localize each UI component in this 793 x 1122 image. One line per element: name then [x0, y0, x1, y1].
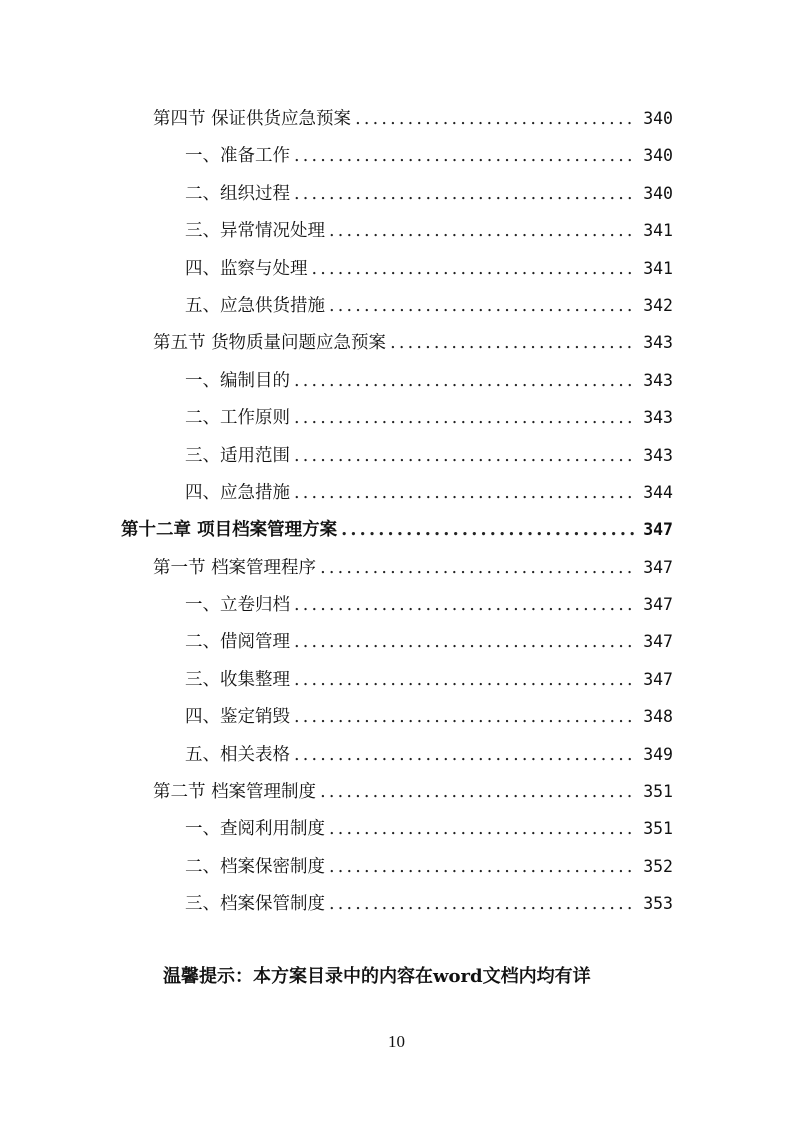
toc-entry-page: 343	[643, 333, 673, 353]
toc-entry-page: 347	[643, 632, 673, 652]
toc-entry-title: 一、准备工作	[185, 146, 290, 167]
toc-entry-line	[185, 137, 673, 175]
toc-entry-section[interactable]	[0, 324, 793, 361]
toc-entry-section[interactable]	[0, 100, 793, 137]
toc-entry-page: 351	[643, 782, 673, 802]
table-of-contents	[0, 100, 793, 923]
toc-entry-line	[185, 437, 673, 475]
toc-entry-item[interactable]	[0, 137, 793, 174]
toc-entry-item[interactable]	[0, 399, 793, 436]
toc-entry-section[interactable]	[0, 549, 793, 586]
toc-entry-item[interactable]	[0, 362, 793, 399]
toc-entry-page: 349	[643, 744, 673, 764]
toc-entry-page: 347	[643, 669, 673, 689]
toc-entry-line	[153, 100, 673, 138]
toc-entry-title: 五、相关表格	[185, 744, 290, 765]
toc-leader-dots	[294, 475, 635, 512]
toc-entry-line	[185, 661, 673, 699]
toc-entry-page: 343	[643, 408, 673, 428]
toc-entry-line	[153, 549, 673, 587]
toc-entry-item[interactable]	[0, 661, 793, 698]
toc-entry-item[interactable]	[0, 848, 793, 885]
toc-entry-item[interactable]	[0, 212, 793, 249]
toc-entry-page: 347	[643, 520, 673, 540]
toc-entry-line	[153, 324, 673, 362]
toc-entry-title: 二、借阅管理	[185, 632, 290, 653]
toc-entry-item[interactable]	[0, 287, 793, 324]
toc-leader-dots	[294, 587, 635, 624]
toc-entry-title: 五、应急供货措施	[185, 295, 325, 316]
toc-entry-line	[185, 736, 673, 774]
toc-entry-title: 四、监察与处理	[185, 258, 308, 279]
toc-entry-line	[185, 885, 673, 923]
toc-leader-dots	[294, 699, 635, 736]
toc-entry-line	[185, 287, 673, 325]
toc-entry-title: 四、应急措施	[185, 482, 290, 503]
toc-entry-item[interactable]	[0, 623, 793, 660]
toc-entry-title: 第五节 货物质量问题应急预案	[153, 333, 387, 354]
toc-entry-line	[185, 474, 673, 512]
toc-entry-title: 第四节 保证供货应急预案	[153, 109, 352, 129]
toc-entry-title: 二、组织过程	[185, 183, 290, 204]
toc-entry-page: 347	[643, 557, 673, 577]
toc-leader-dots	[320, 550, 635, 587]
toc-leader-dots	[294, 624, 635, 661]
toc-entry-page: 340	[643, 183, 673, 203]
toc-entry-page: 341	[643, 258, 673, 278]
toc-entry-title: 四、鉴定销毁	[185, 707, 290, 728]
toc-entry-page: 352	[643, 856, 673, 876]
toc-entry-line	[185, 250, 673, 288]
toc-entry-page: 353	[643, 894, 673, 914]
toc-entry-item[interactable]	[0, 586, 793, 623]
toc-entry-page: 351	[643, 819, 673, 839]
toc-entry-title: 第十二章 项目档案管理方案	[121, 520, 338, 541]
toc-leader-dots	[312, 251, 636, 288]
toc-entry-page: 343	[643, 445, 673, 465]
toc-leader-dots	[329, 811, 635, 848]
toc-leader-dots	[294, 400, 635, 437]
toc-entry-title: 一、查阅利用制度	[185, 819, 325, 840]
toc-entry-title: 二、档案保密制度	[185, 856, 325, 877]
toc-entry-chapter[interactable]	[0, 511, 793, 548]
toc-leader-dots	[294, 737, 635, 774]
toc-entry-item[interactable]	[0, 250, 793, 287]
toc-entry-title: 第二节 档案管理制度	[153, 782, 317, 803]
toc-entry-item[interactable]	[0, 175, 793, 212]
toc-entry-page: 347	[643, 595, 673, 615]
toc-entry-line	[185, 623, 673, 661]
toc-leader-dots	[294, 138, 635, 175]
toc-leader-dots	[329, 886, 635, 923]
toc-entry-title: 三、异常情况处理	[185, 221, 325, 242]
toc-leader-dots	[355, 101, 635, 138]
toc-entry-title: 一、立卷归档	[185, 595, 290, 616]
toc-entry-page: 344	[643, 482, 673, 502]
toc-entry-line	[185, 212, 673, 250]
toc-entry-line	[185, 586, 673, 624]
toc-leader-dots	[390, 325, 635, 362]
toc-leader-dots	[329, 288, 635, 325]
toc-entry-item[interactable]	[0, 698, 793, 735]
toc-entry-line	[185, 175, 673, 213]
toc-leader-dots	[294, 662, 635, 699]
toc-entry-title: 一、编制目的	[185, 370, 290, 391]
toc-entry-item[interactable]	[0, 810, 793, 847]
toc-leader-dots	[341, 512, 635, 549]
toc-leader-dots	[320, 774, 635, 811]
toc-leader-dots	[294, 438, 635, 475]
toc-entry-line	[121, 511, 673, 549]
toc-entry-title: 三、收集整理	[185, 669, 290, 690]
toc-entry-page: 348	[643, 707, 673, 727]
toc-leader-dots	[329, 213, 635, 250]
toc-entry-item[interactable]	[0, 474, 793, 511]
toc-leader-dots	[294, 176, 635, 213]
toc-entry-line	[185, 362, 673, 400]
toc-entry-item[interactable]	[0, 437, 793, 474]
toc-entry-line	[185, 399, 673, 437]
toc-entry-title: 三、档案保管制度	[185, 894, 325, 915]
toc-entry-line	[185, 848, 673, 886]
toc-entry-title: 二、工作原则	[185, 408, 290, 429]
toc-entry-page: 342	[643, 295, 673, 315]
toc-entry-item[interactable]	[0, 885, 793, 922]
toc-entry-line	[153, 773, 673, 811]
toc-leader-dots	[294, 363, 635, 400]
page-number: 10	[388, 1032, 405, 1051]
reminder-note: 温馨提示：本方案目录中的内容在word文档内均有详	[163, 966, 591, 987]
toc-entry-title: 三、适用范围	[185, 445, 290, 466]
toc-entry-title: 第一节 档案管理程序	[153, 557, 317, 578]
toc-entry-item[interactable]	[0, 736, 793, 773]
toc-leader-dots	[329, 849, 635, 886]
toc-entry-page: 341	[643, 221, 673, 241]
toc-entry-page: 340	[643, 109, 673, 128]
toc-entry-line	[185, 698, 673, 736]
toc-entry-line	[185, 810, 673, 848]
toc-entry-page: 343	[643, 370, 673, 390]
toc-entry-page: 340	[643, 146, 673, 166]
toc-entry-section[interactable]	[0, 773, 793, 810]
